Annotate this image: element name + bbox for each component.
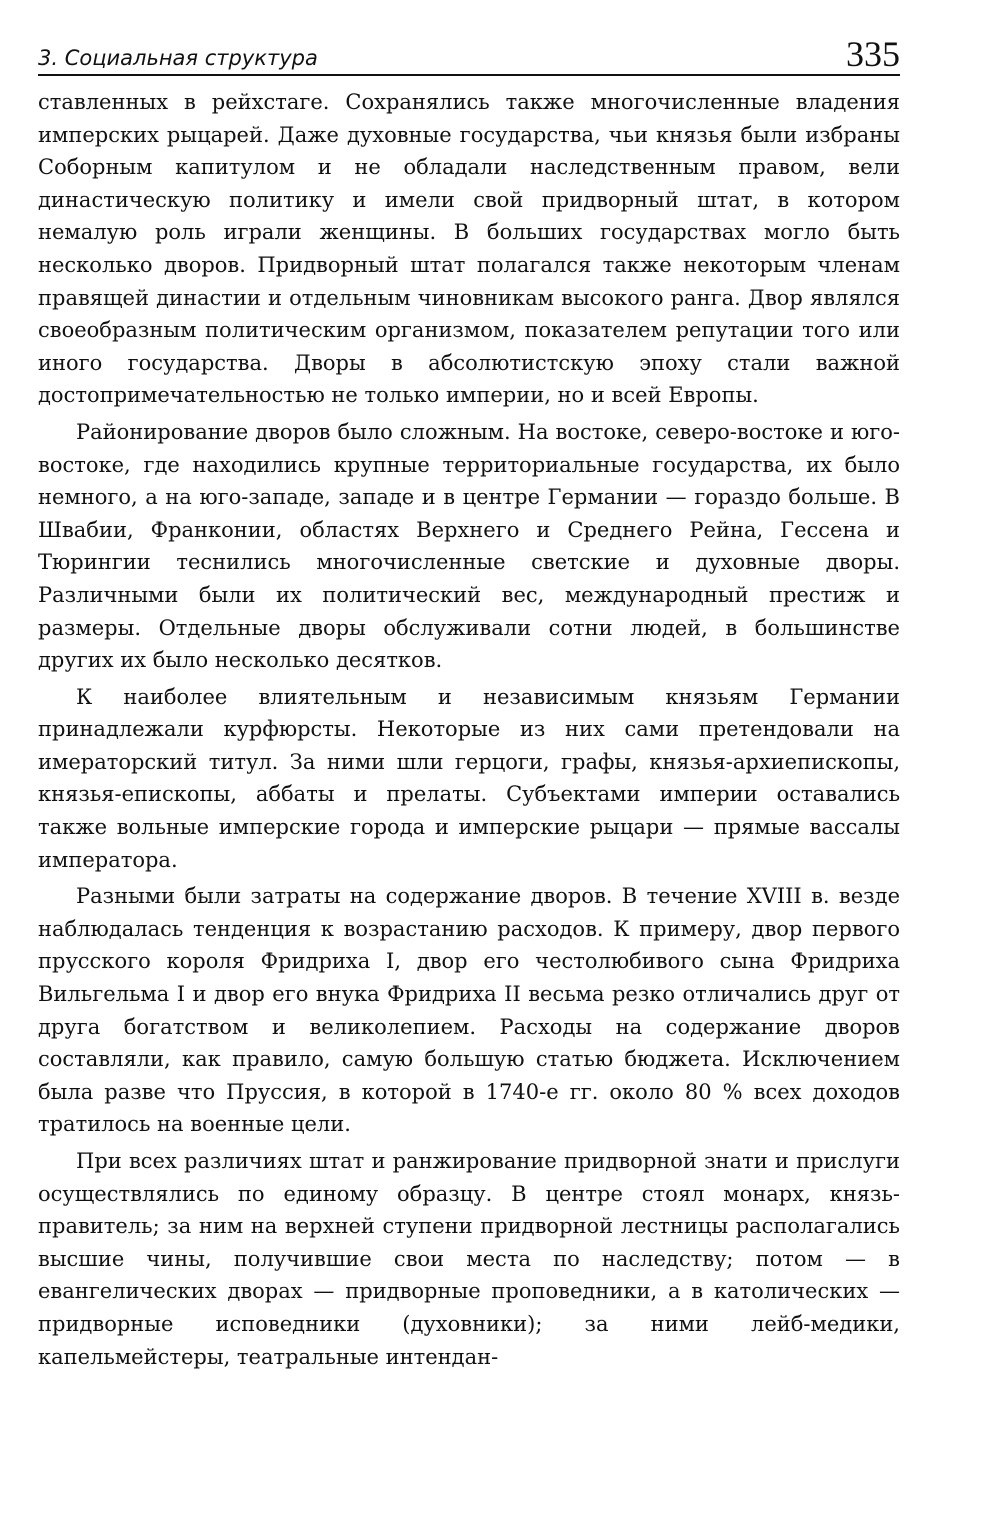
paragraph: Районирование дворов было сложным. На востоке, северо-востоке и юго-востоке, где находились крупные территориальные государства, их было немного, а на юго-западе, западе и в центре Германии — гораздо больше. В Швабии, Франконии, областях Верхнего и Среднего Рейна, Гессена и Тюрингии теснились многочисленные светские и духовные дворы. Различными были их политический вес, международный престиж и размеры. Отдельные дворы обслуживали сотни людей, в большинстве других их было несколько десятков. xyxy=(38,419,900,673)
running-header xyxy=(38,30,900,76)
chapter-title: 3. Социальная структура xyxy=(38,46,318,70)
paragraph: К наиболее влиятельным и независимым князьям Германии принадлежали курфюрсты. Некоторые из них сами претендовали на имераторский титул. За ними шли герцоги, графы, князья-архиепископы, князья-епископы, аббаты и прелаты. Субъектами империи оставались также вольные имперские города и имперские рыцари — прямые вассалы императора. xyxy=(38,684,900,872)
body-text xyxy=(38,86,900,1373)
paragraph: При всех различиях штат и ранжирование придворной знати и прислуги осуществлялись по единому образцу. В центре стоял монарх, князь-правитель; за ним на верхней ступени придворной лестницы располагались высшие чины, получившие свои места по наследству; потом — в евангелических дворах — придворные проповедники, а в католических — придворные исповедники (духовники); за ними лейб-медики, капельмейстеры, театральные интендан- xyxy=(38,1149,900,1369)
page-number: 335 xyxy=(846,34,900,74)
paragraph: Разными были затраты на содержание дворов. В течение XVIII в. везде наблюдалась тенденция к возрастанию расходов. К примеру, двор первого прусского короля Фридриха I, двор его честолюбивого сына Фридриха Вильгельма I и двор его внука Фридриха II весьма резко отличались друг от друга богатством и великолепием. Расходы на содержание дворов составляли, как правило, самую большую статью бюджета. Исключением была разве что Пруссия, в которой в 1740-е гг. около 80 % всех доходов тратилось на военные цели. xyxy=(38,884,900,1137)
book-page xyxy=(38,30,900,1377)
paragraph-continued: ставленных в рейхстаге. Сохранялись также многочисленные владения имперских рыцарей. Даже духовные государства, чьи князья были избраны Соборным капитулом и не обладали наследственным правом, вели династическую политику и имели свой придворный штат, в котором немалую роль играли женщины. В больших государствах могло быть несколько дворов. Придворный штат полагался также некоторым членам правящей династии и отдельным чиновникам высокого ранга. Двор являлся своеобразным политическим организмом, показателем репутации того или иного государства. Дворы в абсолютистскую эпоху стали важной достопримечательностью не только империи, но и всей Европы. xyxy=(38,90,900,408)
